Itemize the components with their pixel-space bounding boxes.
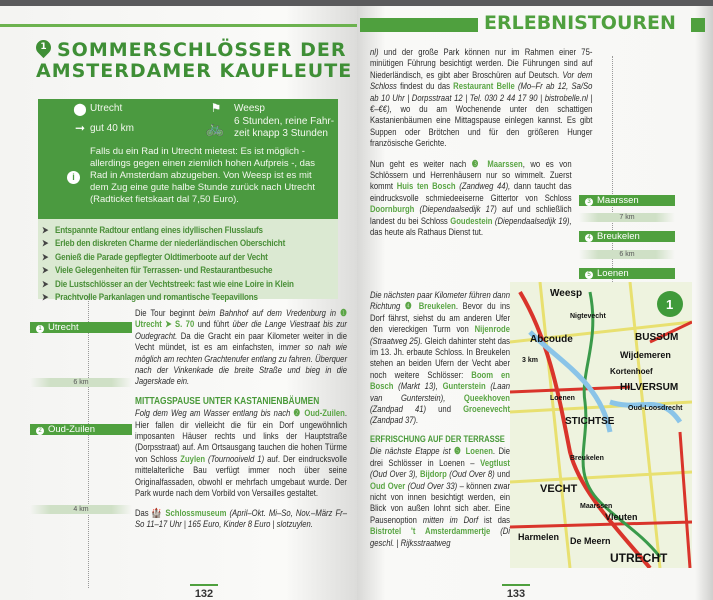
text-run: Nun geht es weiter nach: [370, 158, 472, 170]
section-heading: ERFRISCHUNG AUF DER TERRASSE: [370, 433, 505, 445]
place-link: Huis ten Bosch: [396, 181, 456, 193]
page-number: 132: [190, 584, 218, 600]
text-run: (Diependaalsedijk 19),: [492, 215, 572, 227]
page-number: 133: [502, 584, 530, 600]
map-label: Kortenhoef: [610, 367, 653, 376]
text-run: Folg dem Weg am Wasser entlang bis nach: [135, 408, 294, 420]
duration-line-1: 6 Stunden, reine Fahr-: [234, 116, 335, 127]
note-line: Falls du ein Rad in Utrecht mietest: Es ist möglich -: [90, 146, 305, 157]
highlights-inner: [42, 224, 331, 304]
tour-number-pin-icon: [33, 37, 54, 58]
place-link: Boom en Bosch: [370, 369, 510, 393]
info-note: [90, 146, 315, 206]
text-run: (Mo–Fr ab 12, Sa/So ab 10 Uhr | Dorpsstraat 12 | Tel. 030 2 44 17 90 | bistrobelle.nl | €–€€),: [370, 81, 593, 116]
text-run: (Oud Over 3),: [370, 469, 420, 481]
tour-info-box: [38, 99, 338, 219]
header-square: [691, 18, 705, 32]
paragraph: [370, 446, 510, 549]
location-pin-icon: ⬤: [73, 102, 87, 116]
route-line: [88, 296, 89, 588]
text-run: mer so nah wie möglich am rechten Grachtenufer entlang zu fahren. Überquer nach der Vinkenkade die brei: [135, 342, 347, 377]
text-run: (April–Okt. Mi–So, Nov.–März Fr–So 11–17 Uhr | 165 Euro, Kinder 8 Euro | slotzuylen.: [135, 507, 347, 530]
paragraph: [135, 308, 347, 388]
route-marker-maarssen: 3 Maarssen: [579, 195, 675, 206]
text-run: (Zandpad 41): [370, 404, 427, 416]
start-location: Utrecht: [90, 103, 123, 114]
highlight-item: ➤ Entspannte Radtour entlang eines idyllischen Flusslaufs: [42, 225, 263, 236]
info-icon: i: [67, 171, 80, 184]
text-run: (Tournooiveld 1): [205, 453, 265, 465]
paragraph: [135, 408, 347, 499]
map-label: 3 km: [522, 357, 538, 364]
note-line: dem Zug eine gute halbe Stunde zurück nach Utrecht: [90, 182, 315, 193]
place-link: Doornburgh: [370, 204, 415, 216]
text-run: . Hier fallen dir vielleicht die für ein Dorf ungewöhnlich imposanten Häuser rechts und links der Hauptstraße (Dorpsstraat) auf. Am Ortsausgang tauchen die hohen Türme von Schloss: [135, 408, 347, 465]
map-label: STICHTSE: [565, 416, 615, 427]
text-run: (Zandweg 44),: [455, 181, 511, 193]
map-label: Abcoude: [530, 334, 573, 345]
place-link: Bistrotel 't Amsterdammertje: [370, 526, 491, 538]
bicycle-icon: 🚲: [205, 120, 225, 137]
text-run: und führt: [194, 319, 233, 331]
title-line-1: SOMMERSCHLÖSSER DER: [57, 39, 347, 61]
place-link: Restaurant Belle: [453, 81, 515, 93]
place-link: ❹ Breukelen: [404, 301, 456, 313]
text-run: und: [426, 404, 464, 416]
place-link: ❷ Oud-Zuilen: [293, 408, 345, 420]
text-run: mitten im Dorf: [422, 514, 479, 526]
text-run: das heute als Rathaus Dienst tut.: [370, 227, 484, 239]
text-run: Gleich dahinter steht das im 13. Jh. erbaute Schloss. In Breukelen stehen an beiden Ufern der Vecht aber noch weitere Schlösser:: [370, 335, 510, 381]
map-label: Nigtevecht: [570, 313, 606, 320]
highlight-item: ➤ Prachtvolle Parkanlagen und romantische Teepavillons: [42, 292, 258, 304]
distance-label: 6 km: [579, 250, 675, 259]
map-label: Harmelen: [518, 532, 560, 542]
distance-label: 6 km: [30, 378, 132, 387]
map-label: Wijdemeren: [620, 350, 671, 360]
map-label: HILVERSUM: [620, 382, 679, 393]
header-bar: [360, 18, 478, 32]
left-page: [0, 6, 357, 600]
text-run: (Di geschl. | Rijksstraatweg: [370, 526, 511, 549]
route-marker-utrecht: 1 Utrecht: [30, 322, 132, 333]
paragraph: [370, 159, 572, 239]
place-link: ❸ Maarssen: [471, 158, 523, 170]
place-link: 🏰 Schlossmuseum: [151, 507, 227, 519]
highlight-item: ➤ Erleb den diskreten Charme der niederländischen Oberschicht: [42, 238, 286, 250]
finish-flag-icon: ⚑: [210, 101, 222, 115]
place-link: ❶ Utrecht ➤ S. 70: [135, 308, 347, 331]
text-run: findest du das: [396, 81, 454, 93]
paragraph: [370, 290, 510, 427]
map-label: Vleuten: [605, 512, 638, 522]
title-line-2: AMSTERDAMER KAUFLEUTE: [36, 60, 353, 82]
text-run: auf und schließlich landest du bei Schloss: [370, 204, 572, 227]
text-run: (Diependaalsedijk 17): [414, 204, 497, 216]
place-link: Bijdorp: [420, 469, 447, 481]
route-map: [510, 282, 692, 568]
text-run: . Die drei Schlösser in Loenen –: [370, 446, 510, 469]
text-run: (Oud Over 8): [446, 469, 495, 481]
map-label: Oud-Loosdrecht: [628, 405, 683, 412]
place-link: ❺ Loenen: [454, 446, 493, 458]
highlight-item: ➤ Viele Gelegenheiten für Terrassen- und Restaurantbesuche: [42, 265, 273, 277]
route-marker-oud-zuilen: 2 Oud-Zuilen: [30, 424, 132, 435]
text-run: dann taucht das eindrucksvolle schmiedeeiserne Gittertor von Schloss: [370, 181, 572, 204]
note-line: Rad in Amsterdam abzugeben. Von Weesp ist es mit: [90, 170, 312, 181]
body-text-right-bottom: [370, 290, 510, 549]
text-run: auf. Der eindrucksvolle mittelalterliche Bau verfügt immer noch über seine Originalfassaden, obwohl er mehrfach umgebaut wurde. Der Park wurde nach dem Vorbild von Versailles gestaltet.: [135, 453, 348, 500]
right-page: [357, 6, 713, 600]
text-run: Da die Gracht ein paar Kilometer weiter in die Vecht mündet, ist es am einfachsten, im: [135, 330, 347, 354]
map-label: Breukelen: [570, 455, 604, 462]
text-run: wo du am Wochenende unter den schattigen Kastanienbäumen eine Mittagspause einlegen kannst. Es gibt Suppen oder Brötchen und für den größeren Hunger französische Gerichte.: [370, 104, 593, 150]
place-link: Gunterstein: [442, 381, 486, 393]
distance: gut 40 km: [90, 123, 134, 134]
text-run: Die Tour beginnt: [135, 308, 199, 319]
place-link: Nijenrode: [474, 324, 510, 336]
highlight-item: ➤ Die Lustschlösser an der Vechtstreek: fast wie eine Loire in Klein: [42, 278, 294, 290]
note-line: allerdings gegen einen ziemlich hohen Aufpreis -, das: [90, 158, 315, 169]
place-link: Queekhoven: [463, 392, 510, 404]
place-link: Oud Over: [370, 480, 406, 492]
route-number-badge: 1: [666, 297, 674, 312]
tour-title: [36, 40, 352, 82]
text-run: Die nächsten paar Kilometer führen dann Richtung: [370, 290, 510, 313]
body-text-left: [135, 308, 347, 530]
text-run: beim Bahnhof auf dem Vredenburg in: [198, 308, 341, 319]
text-run: ist das: [478, 514, 510, 526]
text-run: über die Lange Viestraat bis zur Oudegracht.: [135, 319, 347, 342]
text-run: (Oud Over 33): [405, 480, 458, 492]
section-header: ERLEBNISTOUREN: [484, 12, 676, 34]
place-link: Goudestein: [450, 215, 493, 227]
map-label: Weesp: [550, 288, 583, 299]
map-label: UTRECHT: [610, 551, 668, 565]
text-run: te Straße und bieg in die Jagerskade ein.: [135, 365, 347, 388]
text-run: Das: [135, 507, 152, 519]
text-run: und: [494, 469, 510, 481]
note-line: (Radticket fietskaart dal 7,50 Euro).: [90, 194, 239, 205]
arrow-right-icon: ➞: [74, 121, 86, 135]
paragraph: [135, 508, 347, 531]
text-run: (Zandpad 37).: [370, 415, 419, 427]
text-run: und der große Park können nur im Rahmen einer 75-minütigen Führung besichtigt werden. Die Führungen sind auf Niederländisch, es gibt aber Broschüren auf Deutsch.: [370, 47, 593, 81]
tour-number: 1: [40, 42, 47, 52]
place-link: Zuylen: [180, 453, 206, 465]
map-label: Loenen: [550, 395, 575, 402]
distance-label: 7 km: [579, 213, 675, 222]
section-heading: MITTAGSPAUSE UNTER KASTANIENBÄUMEN: [135, 394, 320, 407]
text-run: Vor dem Schloss: [370, 69, 593, 93]
text-run: . Bevor du ins Dorf fährst, siehst du am anderen Ufer den viereckigen Turm von: [370, 301, 510, 336]
map-label: VECHT: [540, 483, 578, 495]
top-rule: [0, 24, 357, 27]
place-link: Groenevecht: [463, 404, 510, 416]
map-label: Maarssen: [580, 503, 613, 510]
text-run: (Straatweg 25).: [370, 335, 423, 347]
highlight-item: ➤ Genieß die Parade gepflegter Oldtimerboote auf der Vecht: [42, 251, 268, 263]
text-run: (Laan van Gunterstein),: [370, 381, 510, 404]
highlights-list: [38, 219, 338, 304]
text-run: nl): [370, 47, 379, 58]
body-text-right-top: [370, 47, 592, 239]
map-label: BUSSUM: [635, 332, 679, 343]
text-run: – können zwar nicht von innen besichtigt werden, ein Blick von außen lohnt sich aber. Eine Pausenoption: [370, 480, 511, 526]
duration-line-2: zeit knapp 3 Stunden: [234, 128, 328, 139]
finish-location: Weesp: [234, 103, 265, 114]
paragraph: [370, 47, 592, 150]
map-label: De Meern: [570, 536, 611, 546]
text-run: , wo es von Schlössern und Herrenhäusern nur so wimmelt. Zuerst kommt: [370, 158, 572, 193]
text-run: Die nächste Etappe ist: [370, 446, 455, 458]
place-link: Vegtlust: [480, 457, 510, 469]
text-run: (Markt 13),: [393, 381, 443, 393]
distance-label: 4 km: [30, 505, 132, 514]
route-marker-loenen: 5 Loenen: [579, 268, 675, 279]
route-marker-breukelen: 4 Breukelen: [579, 231, 675, 242]
